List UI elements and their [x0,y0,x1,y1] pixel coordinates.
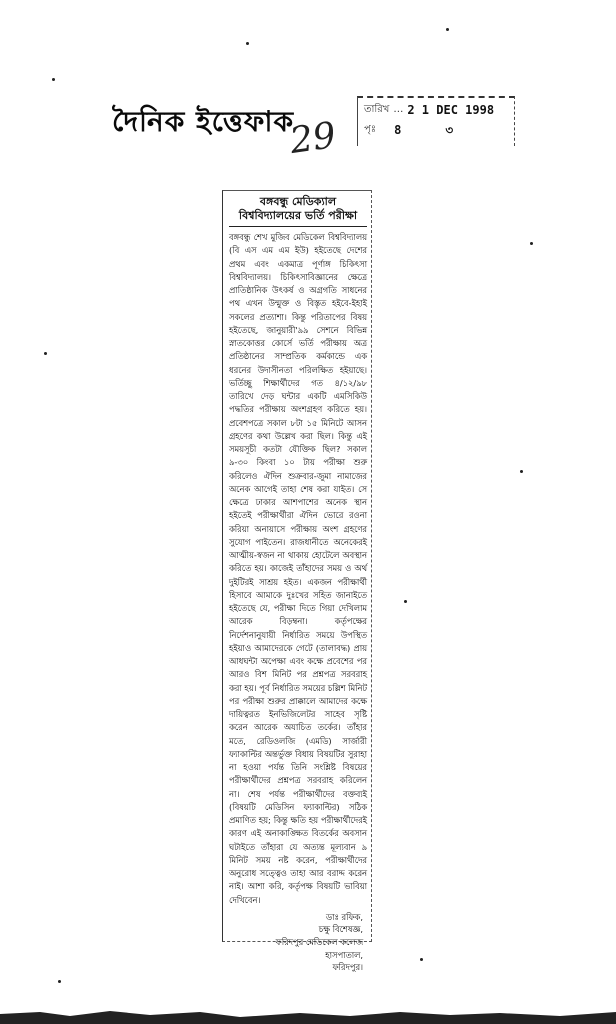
stamp-date-value: 2 1 DEC 1998 [407,103,495,117]
scan-speck [52,78,55,81]
date-stamp [357,96,515,146]
scan-speck [520,470,523,473]
scan-speck [530,242,533,245]
scan-speck [246,42,249,45]
stamp-date-label: তারিখ [364,104,390,115]
stamp-page-label: পৃঃ [364,124,377,135]
scan-bottom-edge [0,1000,616,1024]
scan-speck [404,600,407,603]
newspaper-clipping [222,190,372,973]
stamp-page-value: 8 [394,123,402,137]
signature-title: চক্ষু বিশেষজ্ঞ, [318,924,363,935]
article-signature [229,911,367,974]
scan-speck [58,980,61,983]
handwritten-number: 29 [287,115,339,162]
signature-name: ডাঃ রফিক, [325,911,363,922]
scan-speck [44,352,47,355]
article-body: বঙ্গবন্ধু শেখ মুজিব মেডিকেল বিশ্ববিদ্যালয় (বি এস এম এম ইউ) হইতেছে দেশের প্রথম এবং একমাত্র পূর্ণাঙ্গ চিকিৎসা বিশ্ববিদ্যালয়। চিকিৎসাবিজ্ঞানের ক্ষেত্রে প্রাতিষ্ঠানিক উৎকর্ষ ও অগ্রগতি সাধনের পথ এখন উন্মুক্ত ও বিস্তৃত হইবে-ইহাই সকলের প্রত্যাশা। কিন্তু পরিতাপের বিষয় হইতেছে, জানুয়ারী'৯৯ সেশনে বিভিন্ন স্নাতকোত্তর কোর্সে ভর্তি পরীক্ষায় অত্র প্রতিষ্ঠানের সাম্প্রতিক কর্মকান্ডে এক ধরনের উদাসীনতা পরিলক্ষিত হইয়াছে। ভর্তিচ্ছু শিক্ষার্থীদের গত ৪/১২/৯৮ তারিখে দেড় ঘন্টার একটি এমসিকিউ পদ্ধতির পরীক্ষায় অংশগ্রহণ করিতে হয়। প্রবেশপত্রে সকাল ৮টা ১৫ মিনিটে আসন গ্রহণের কথা উল্লেখ করা ছিল। কিন্তু এই সময়সূচী কতটা যৌক্তিক ছিল? সকাল ৯-৩০ কিংবা ১০ টায় পরীক্ষা শুরু করিলেও ঐদিন শুক্রবার-জুমা নামাজের অনেক আগেই তাহা শেষ করা যাইত। সে ক্ষেত্রে ঢাকার আশপাশের অনেক স্থান হইতেই পরীক্ষার্থীরা ঐদিন ভোরে রওনা করিয়া অনায়াসে পরীক্ষায় অংশ গ্রহণের সুযোগ পাইতেন। রাজধানীতে অনেকেরই আত্মীয়-স্বজন না থাকায় হোটেলে অবস্থান করিতে হয়। কাজেই তাঁহাদের সময় ও অর্থ দুইটিরই সাশ্রয় হইত। একজন পরীক্ষার্থী হিসাবে আমাকে দুঃখের সহিত জানাইতে হইতেছে যে, পরীক্ষা দিতে গিয়া দেখিলাম আরেক বিড়ম্বনা। কর্তৃপক্ষের নির্দেশনানুযায়ী নির্ধারিত সময়ে উপস্থিত হইয়াও আমাদেরকে গেটে (তালাবদ্ধ) প্রায় আধঘন্টা অপেক্ষা এবং কক্ষে প্রবেশের পর আরও বিশ মিনিট পর প্রশ্নপত্র সরবরাহ করা হয়। পূর্ব নির্ধারিত সময়ের চল্লিশ মিনিট পর পরীক্ষা শুরুর প্রাক্কালে আমাদের কক্ষে দায়িত্বরত ইনভিজিলেটর সাহেব সৃষ্টি করেন আরেক অযাচিত তর্কের। তাঁহার মতে, রেডিওলজি (এমডি) সার্জারী ফ্যাকাল্টির অন্তর্ভুক্ত বিধায় বিষয়টির সুরাহা না হওয়া পর্যন্ত তিনি সংশ্লিষ্ট বিষয়ের পরীক্ষার্থীদের প্রশ্নপত্র সরবরাহ করিলেন না। শেষ পর্যন্ত পরীক্ষার্থীদের বক্তব্যই (বিষয়টি মেডিসিন ফ্যাকাল্টির) সঠিক প্রমাণিত হয়; কিন্তু ক্ষতি হয় পরীক্ষার্থীদেরই কারণ এই অনাকাঙ্ক্ষিত বিতর্কের অবসান ঘটাইতে তাঁহারা যে অত্যন্ত মূল্যবান ৯ মিনিট সময় নষ্ট করেন, পরীক্ষার্থীদের অনুরোধ সত্ত্বেও তাহা আর বরাদ্দ করেন নাই। আশা করি, কর্তৃপক্ষ বিষয়টি ভাবিয়া দেখিবেন। [229,232,367,905]
scan-speck [446,28,449,31]
stamp-page-row [364,120,508,140]
stamp-column-value: ৩ [445,123,454,137]
stamp-date-row: তারিখ … 2 1 DEC 1998 [364,100,508,120]
signature-city: ফরিদপুর। [332,962,363,973]
newspaper-masthead: দৈনিক ইত্তেফাক [112,105,295,138]
scan-speck [420,958,423,961]
article-headline: বঙ্গবন্ধু মেডিক্যাল বিশ্ববিদ্যালয়ের ভর্তি পরীক্ষা [229,195,367,227]
signature-hospital: হাসপাতাল, [325,949,363,960]
signature-institution: ফরিদপুর মেডিকেল কলেজ [275,936,363,947]
